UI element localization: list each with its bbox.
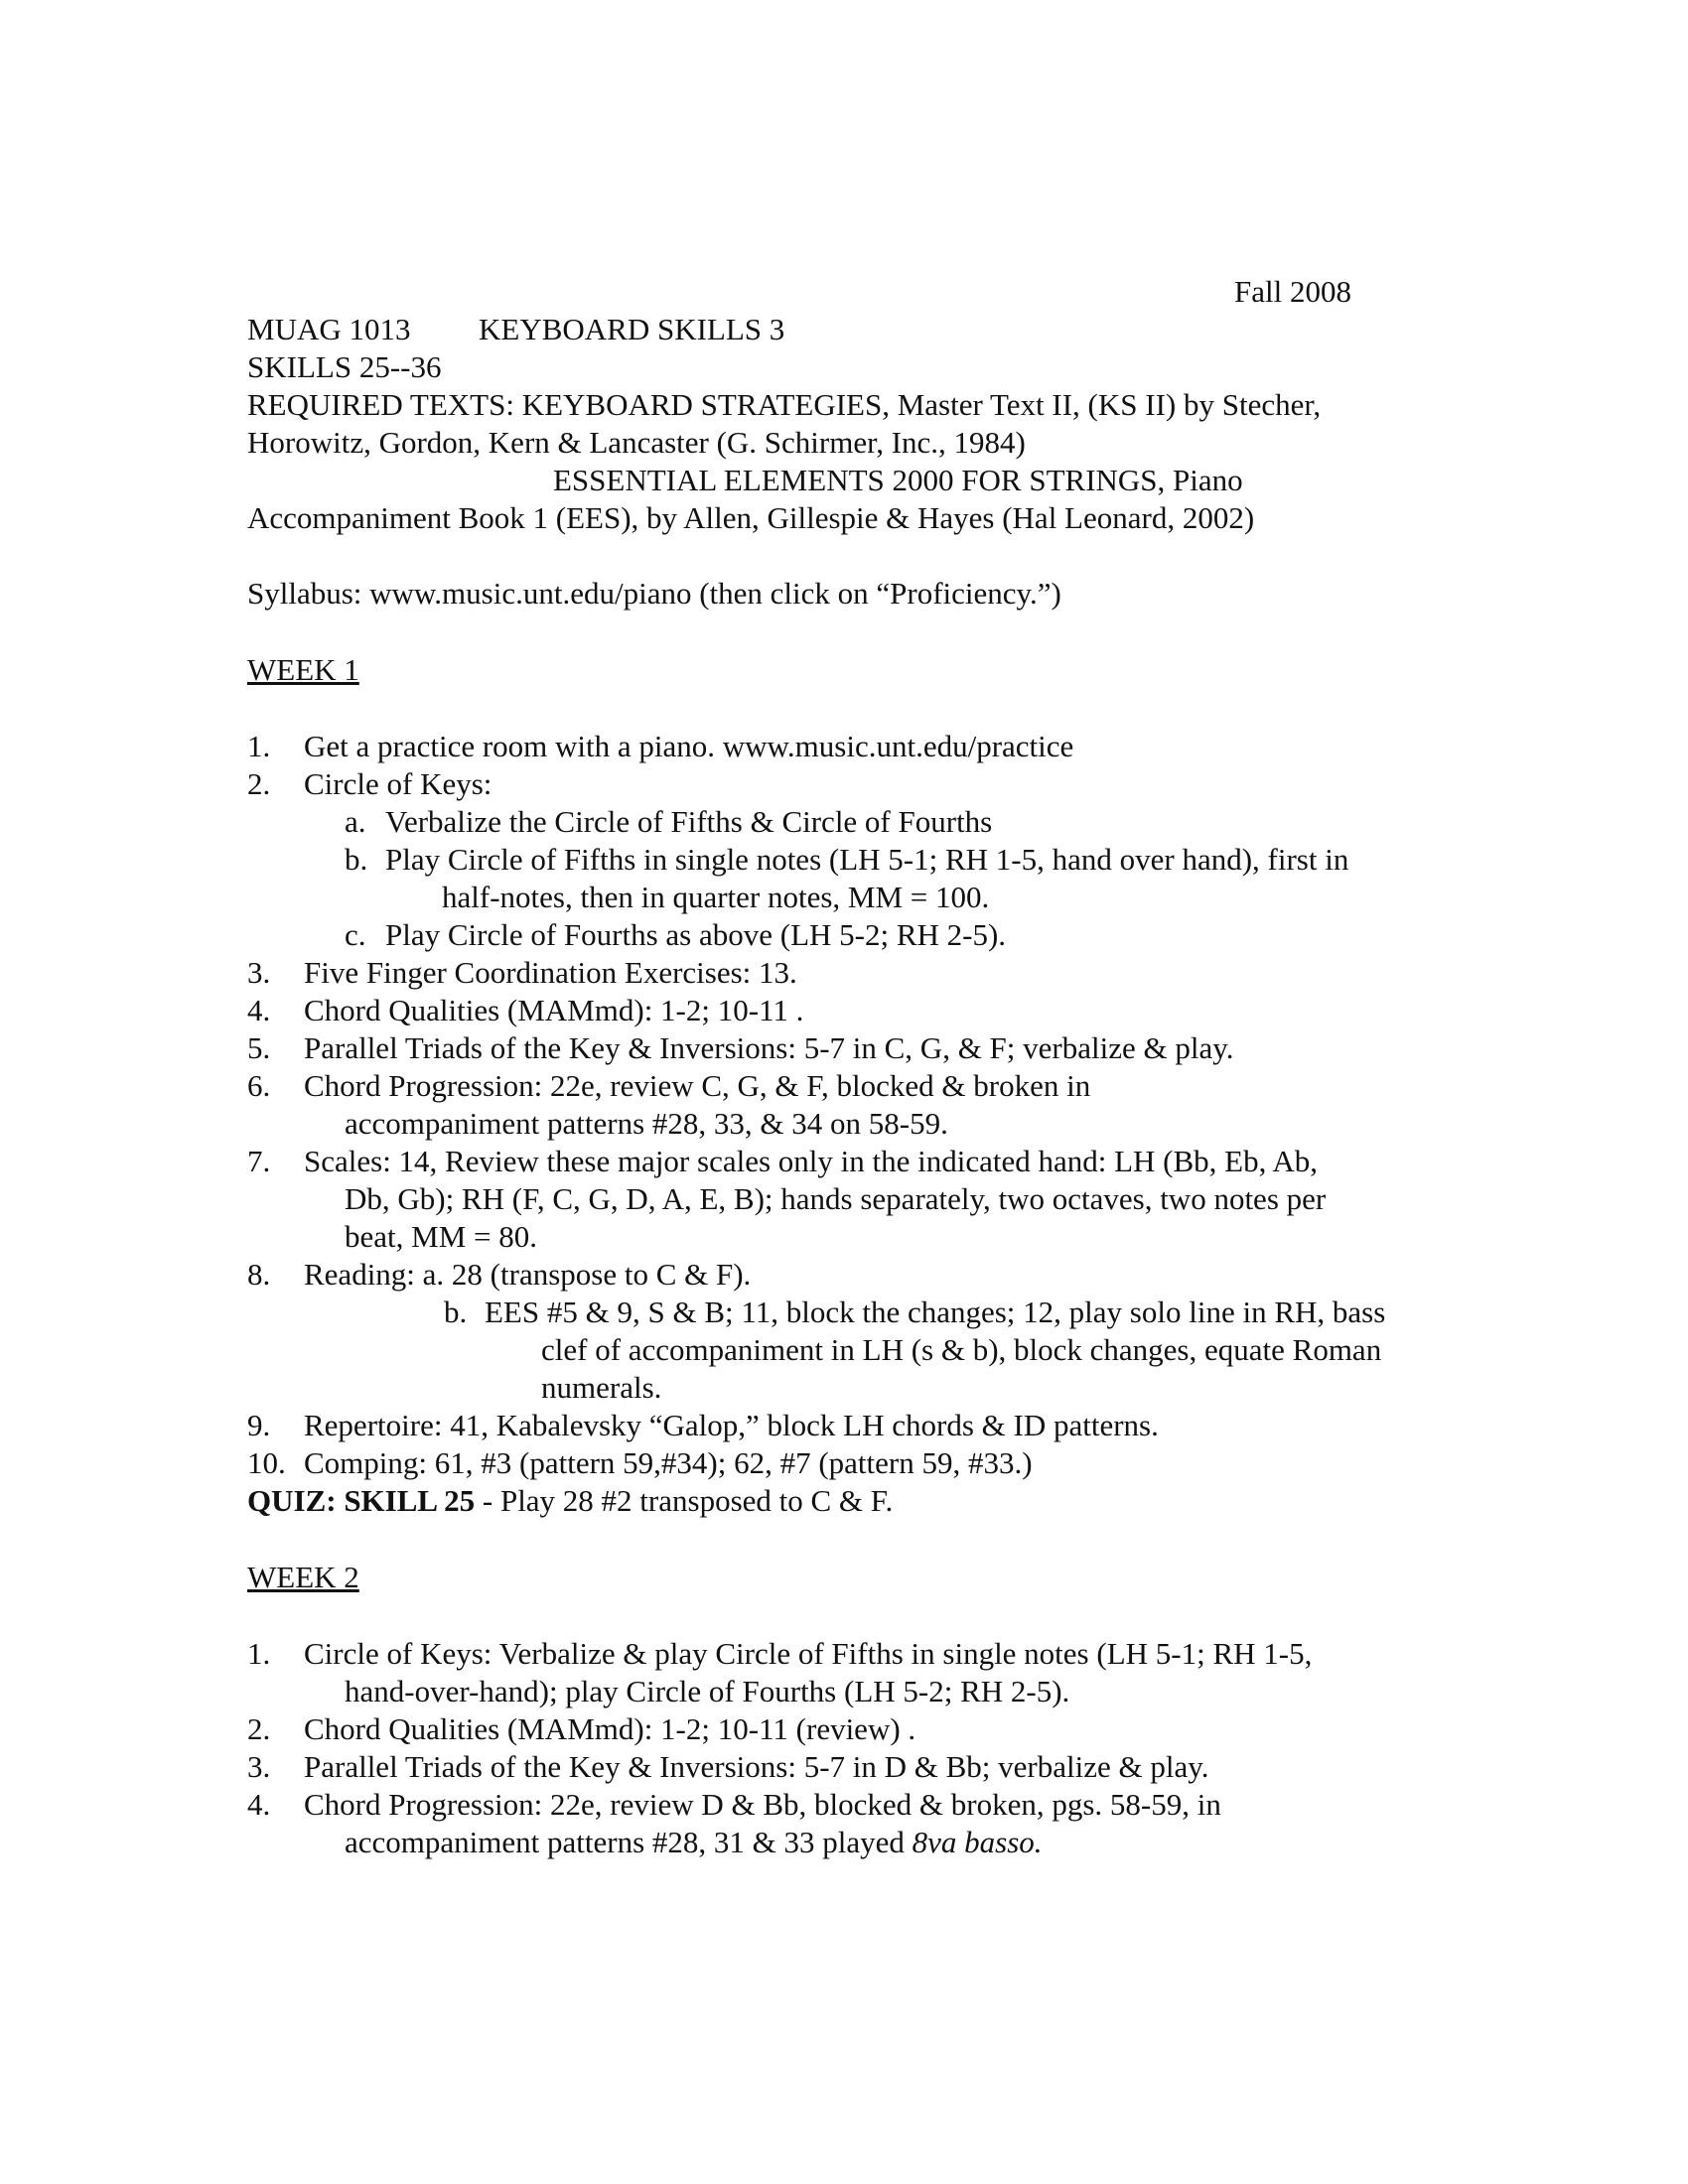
sub-item-continuation: half-notes, then in quarter notes, MM = 100. (442, 880, 990, 914)
list-item-text: Repertoire: 41, Kabalevsky “Galop,” block LH chords & ID patterns. (304, 1408, 1159, 1442)
syllabus-link-line: Syllabus: www.music.unt.edu/piano (then click on “Proficiency.”) (247, 576, 1061, 611)
list-item-continuation: beat, MM = 80. (345, 1219, 537, 1254)
list-item-text: Chord Progression: 22e, review C, G, & F, blocked & broken in (304, 1068, 1091, 1103)
list-item-continuation (345, 1824, 1043, 1861)
list-item-text: Chord Qualities (MAMmd): 1-2; 10-11 (review) . (304, 1711, 916, 1746)
list-item-text: Parallel Triads of the Key & Inversions: 5-7 in C, G, & F; verbalize & play. (304, 1030, 1234, 1065)
list-item-number: 10. (247, 1445, 286, 1480)
list-item-number: 4. (247, 1787, 271, 1822)
sub-item-text: Play Circle of Fifths in single notes (LH 5-1; RH 1-5, hand over hand), first in (385, 842, 1349, 877)
sub-item-continuation: clef of accompaniment in LH (s & b), block changes, equate Roman (541, 1332, 1382, 1367)
list-item-text: Parallel Triads of the Key & Inversions: 5-7 in D & Bb; verbalize & play. (304, 1749, 1209, 1784)
sub-item-text: Play Circle of Fourths as above (LH 5-2; RH 2-5). (385, 917, 1007, 952)
list-item-number: 5. (247, 1030, 271, 1065)
list-item-continuation: hand-over-hand); play Circle of Fourths (LH 5-2; RH 2-5). (345, 1674, 1070, 1708)
list-item-text: Chord Qualities (MAMmd): 1-2; 10-11 . (304, 993, 804, 1027)
week-2-heading: WEEK 2 (247, 1560, 359, 1594)
list-item-text: Five Finger Coordination Exercises: 13. (304, 955, 797, 990)
list-item-number: 1. (247, 729, 271, 763)
course-title: KEYBOARD SKILLS 3 (479, 312, 785, 346)
required-texts-line-1: REQUIRED TEXTS: KEYBOARD STRATEGIES, Master Text II, (KS II) by Stecher, (247, 387, 1322, 422)
list-item-text: Circle of Keys: (304, 766, 492, 801)
quiz-label: QUIZ: SKILL 25 (247, 1483, 476, 1518)
sub-item-letter: a. (345, 804, 366, 839)
required-texts-line-2: Horowitz, Gordon, Kern & Lancaster (G. Schirmer, Inc., 1984) (247, 425, 1026, 460)
list-item-number: 6. (247, 1068, 271, 1103)
list-item-number: 3. (247, 1749, 271, 1784)
list-item-number: 8. (247, 1257, 271, 1292)
list-item-number: 2. (247, 766, 271, 801)
list-item-text: Scales: 14, Review these major scales only in the indicated hand: LH (Bb, Eb, Ab, (304, 1144, 1319, 1178)
list-item-continuation: Db, Gb); RH (F, C, G, D, A, E, B); hands separately, two octaves, two notes per (345, 1181, 1327, 1216)
list-item-number: 3. (247, 955, 271, 990)
sub-item-text: Verbalize the Circle of Fifths & Circle of Fourths (385, 804, 993, 839)
list-item-text: Reading: a. 28 (transpose to C & F). (304, 1257, 752, 1292)
required-texts-line-4: Accompaniment Book 1 (EES), by Allen, Gillespie & Hayes (Hal Leonard, 2002) (247, 500, 1255, 535)
list-item-text: Get a practice room with a piano. www.music.unt.edu/practice (304, 729, 1074, 763)
list-item-number: 9. (247, 1408, 271, 1442)
list-item-number: 4. (247, 993, 271, 1027)
italic-term: 8va basso. (912, 1825, 1043, 1859)
list-item-number: 2. (247, 1711, 271, 1746)
quiz-text: - Play 28 #2 transposed to C & F. (475, 1483, 894, 1518)
sub-item-letter: b. (345, 842, 368, 877)
quiz-line (247, 1482, 893, 1520)
sub-item-letter: c. (345, 917, 366, 952)
week-1-heading: WEEK 1 (247, 652, 359, 687)
list-item-text: Circle of Keys: Verbalize & play Circle of Fifths in single notes (LH 5-1; RH 1-5, (304, 1636, 1313, 1671)
sub-item-letter: b. (444, 1295, 468, 1329)
term-label: Fall 2008 (1234, 274, 1351, 309)
list-item-text: Comping: 61, #3 (pattern 59,#34); 62, #7 (pattern 59, #33.) (304, 1445, 1033, 1480)
continuation-text: accompaniment patterns #28, 31 & 33 played (345, 1825, 913, 1859)
list-item-continuation: accompaniment patterns #28, 33, & 34 on 58-59. (345, 1106, 948, 1141)
sub-item-text: EES #5 & 9, S & B; 11, block the changes; 12, play solo line in RH, bass (485, 1295, 1386, 1329)
list-item-text: Chord Progression: 22e, review D & Bb, blocked & broken, pgs. 58-59, in (304, 1787, 1221, 1822)
required-texts-line-3: ESSENTIAL ELEMENTS 2000 FOR STRINGS, Piano (553, 463, 1243, 497)
list-item-number: 7. (247, 1144, 271, 1178)
course-code: MUAG 1013 (247, 312, 411, 346)
sub-item-continuation: numerals. (541, 1370, 662, 1405)
skills-range: SKILLS 25--36 (247, 349, 442, 384)
list-item-number: 1. (247, 1636, 271, 1671)
